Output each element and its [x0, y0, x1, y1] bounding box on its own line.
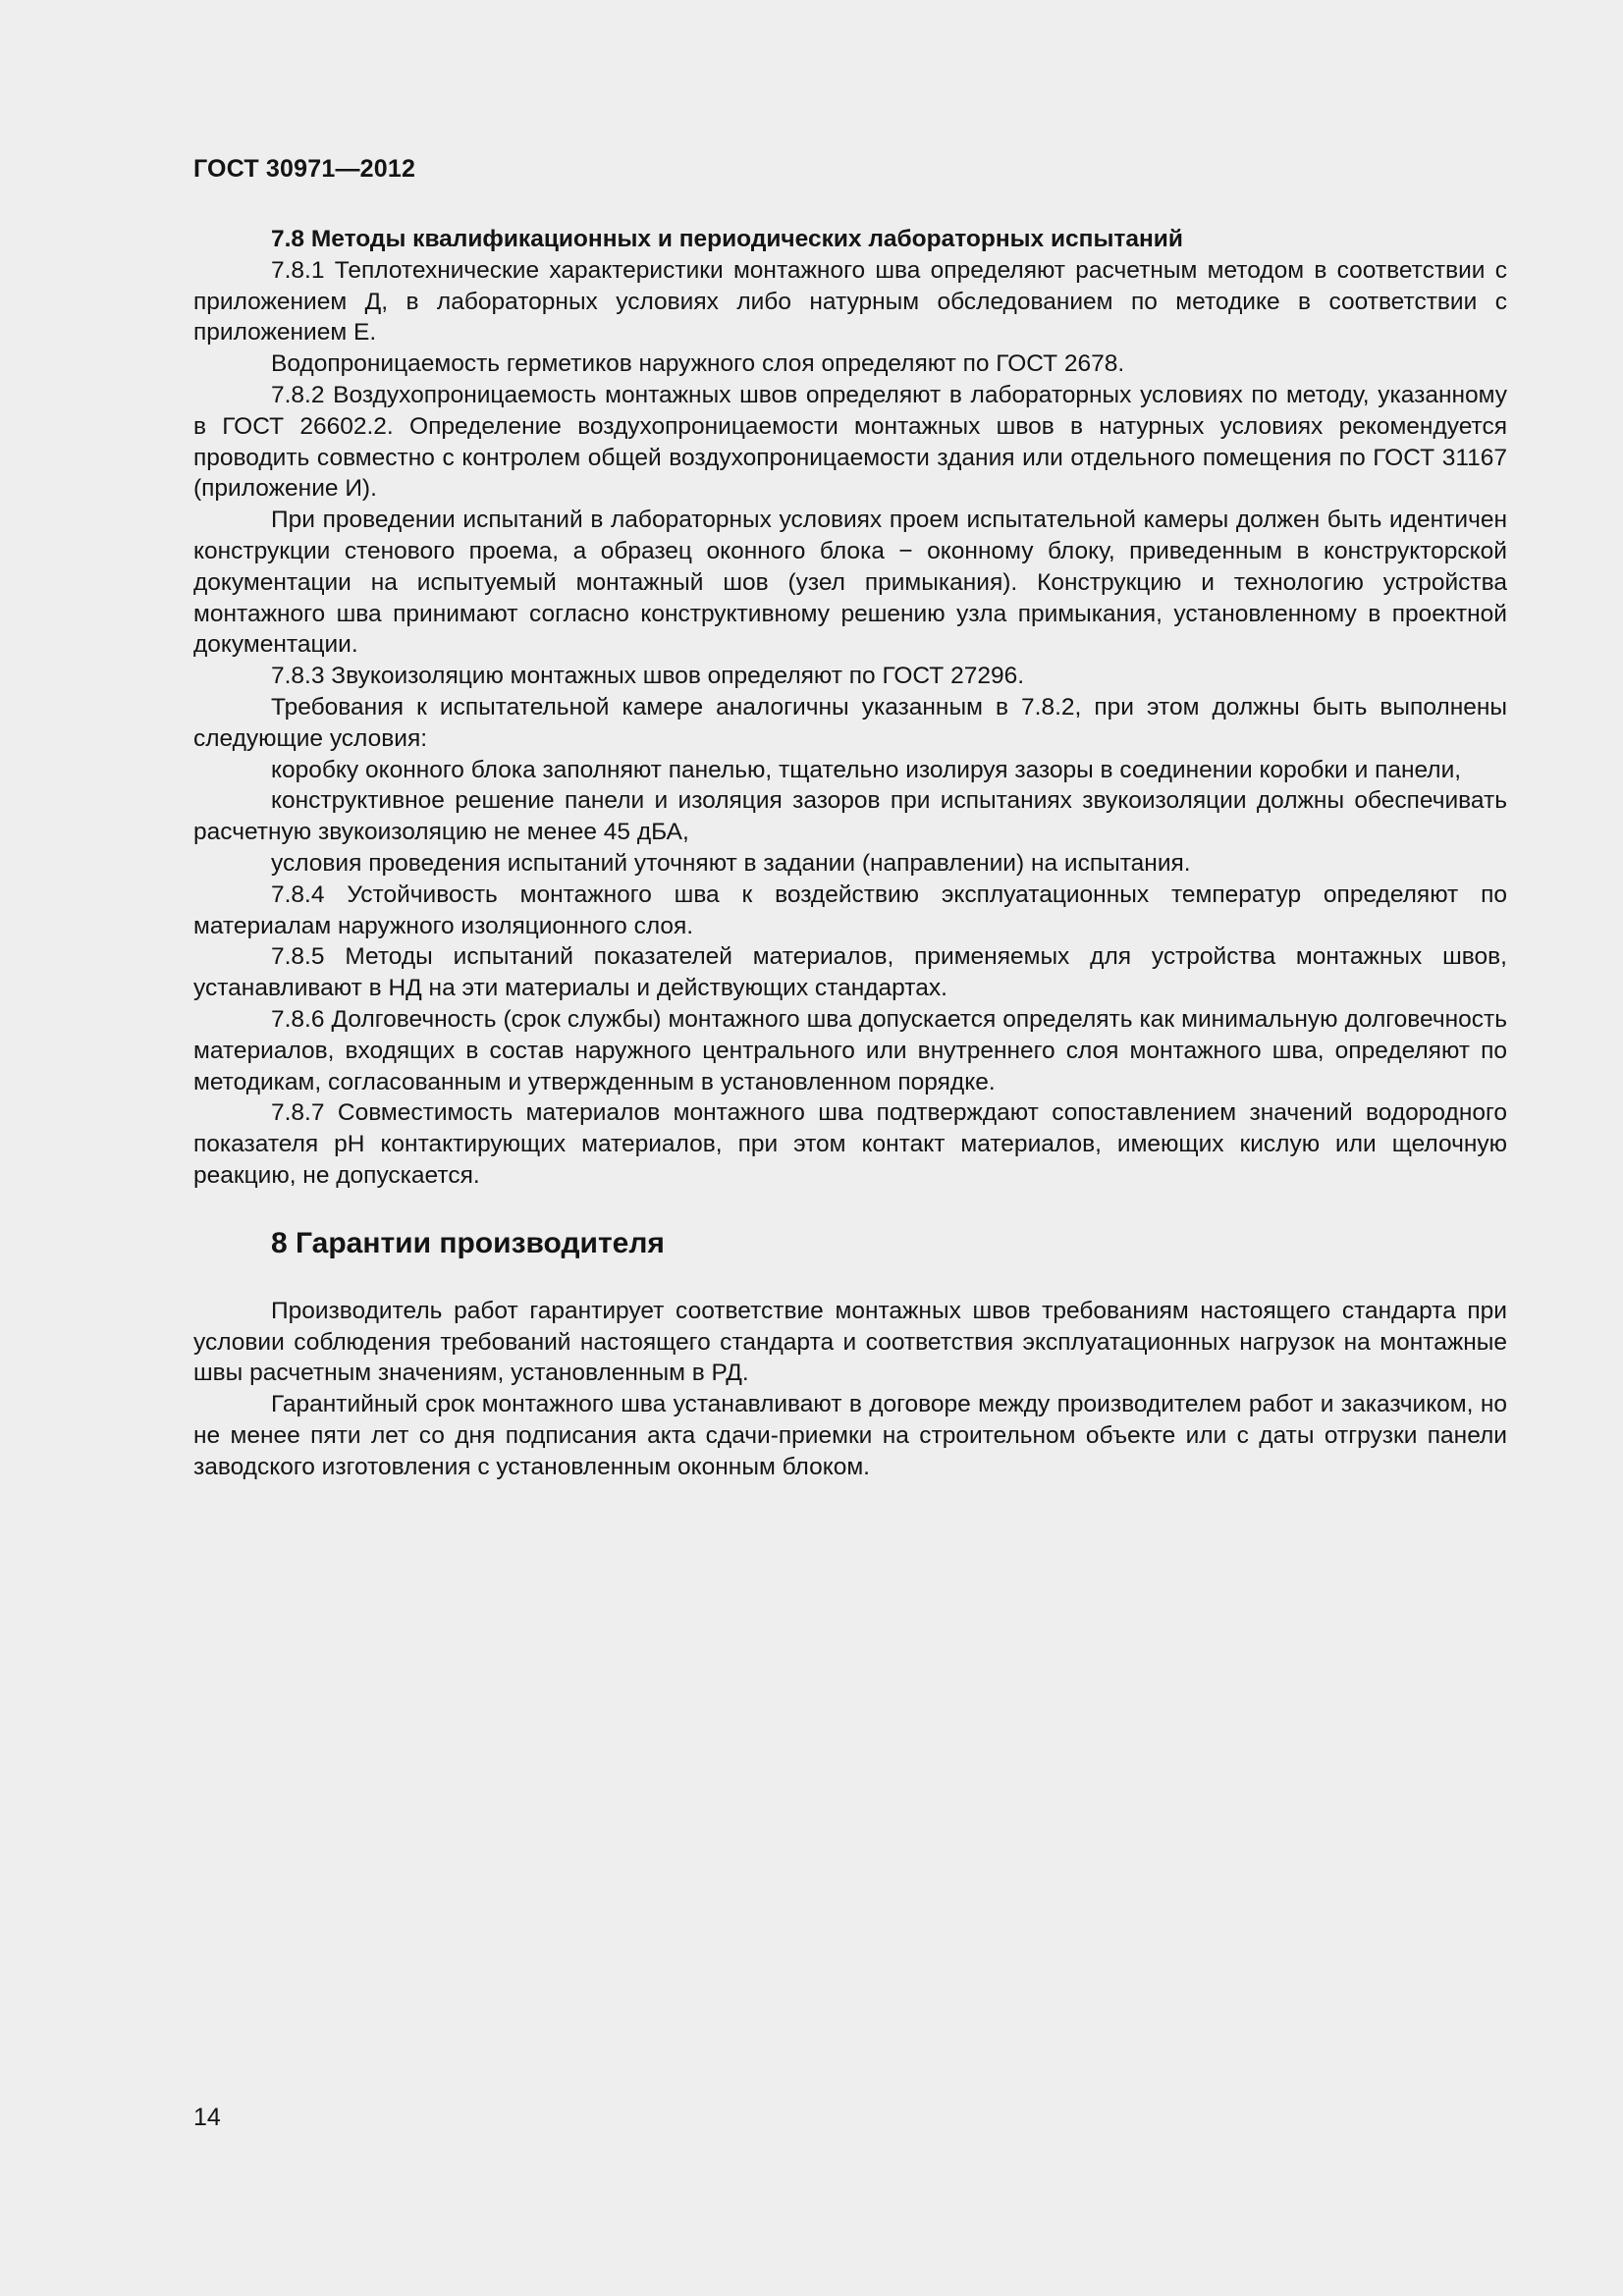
paragraph-7-8-2: 7.8.2 Воздухопроницаемость монтажных швов определяют в лабораторных условиях по методу, указанному в ГОСТ 26602.2. Определение воздухопроницаемости монтажных швов в натурных условиях рекомендуется проводить совместно с контролем общей воздухопроницаемости здания или отдельного помещения по ГОСТ 31167 (приложение И). — [193, 381, 1507, 503]
paragraph-warranty-period: Гарантийный срок монтажного шва устанавливают в договоре между производителем работ и заказчиком, но не менее пяти лет со дня подписания акта сдачи-приемки на строительном объекте или с даты отгрузки панели заводского изготовления с установленным оконным блоком. — [193, 1391, 1507, 1480]
document-code-header: ГОСТ 30971—2012 — [193, 155, 416, 183]
paragraph-7-8-1: 7.8.1 Теплотехнические характеристики монтажного шва определяют расчетным методом в соответствии с приложением Д, в лабораторных условиях либо натурным обследованием по методике в соответствии с приложением Е. — [193, 256, 1507, 347]
paragraph-7-8-6: 7.8.6 Долговечность (срок службы) монтажного шва допускается определять как минимальную долговечность материалов, входящих в состав наружного центрального или внутреннего слоя монтажного шва, определяют по методикам, согласованным и утвержденным в установленном порядке. — [193, 1005, 1507, 1095]
paragraph-lab-testing: При проведении испытаний в лабораторных условиях проем испытательной камеры должен быть идентичен конструкции стенового проема, а образец оконного блока − оконному блоку, приведенным в конструкторской документации на испытуемый монтажный шов (узел примыкания). Конструкцию и технологию устройства монтажного шва принимают согласно конструктивному решению узла примыкания, установленному в проектной документации. — [193, 507, 1507, 659]
paragraph-7-8-3: 7.8.3 Звукоизоляцию монтажных швов определяют по ГОСТ 27296. — [271, 663, 1025, 690]
list-item-condition-1: коробку оконного блока заполняют панелью, тщательно изолируя зазоры в соединении коробки и панели, — [271, 756, 1462, 783]
paragraph-water-permeability: Водопроницаемость герметиков наружного слоя определяют по ГОСТ 2678. — [271, 350, 1125, 378]
list-item-condition-2: конструктивное решение панели и изоляция зазоров при испытаниях звукоизоляции должны обеспечивать расчетную звукоизоляцию не менее 45 дБА, — [193, 787, 1507, 846]
page-content — [193, 224, 1507, 1482]
paragraph-warranty-compliance: Производитель работ гарантирует соответствие монтажных швов требованиям настоящего стандарта при условии соблюдения требований настоящего стандарта и соответствия эксплуатационных нагрузок на монтажные швы расчетным значениям, установленным в РД. — [193, 1297, 1507, 1387]
section-7-8-heading: 7.8 Методы квалификационных и периодических лабораторных испытаний — [271, 226, 1183, 252]
paragraph-7-8-5: 7.8.5 Методы испытаний показателей материалов, применяемых для устройства монтажных швов, устанавливают в НД на эти материалы и действующих стандартах. — [193, 943, 1507, 1002]
paragraph-7-8-7: 7.8.7 Совместимость материалов монтажного шва подтверждают сопоставлением значений водородного показателя pH контактирующих материалов, при этом контакт материалов, имеющих кислую или щелочную реакцию, не допускается. — [193, 1099, 1507, 1189]
list-item-condition-3: условия проведения испытаний уточняют в задании (направлении) на испытания. — [271, 849, 1191, 877]
paragraph-7-8-4: 7.8.4 Устойчивость монтажного шва к воздействию эксплуатационных температур определяют по материалам наружного изоляционного слоя. — [193, 881, 1507, 939]
section-8-heading: 8 Гарантии производителя — [271, 1226, 665, 1259]
paragraph-chamber-requirements: Требования к испытательной камере аналогичны указанным в 7.8.2, при этом должны быть выполнены следующие условия: — [193, 693, 1507, 752]
page-number: 14 — [193, 2104, 221, 2131]
